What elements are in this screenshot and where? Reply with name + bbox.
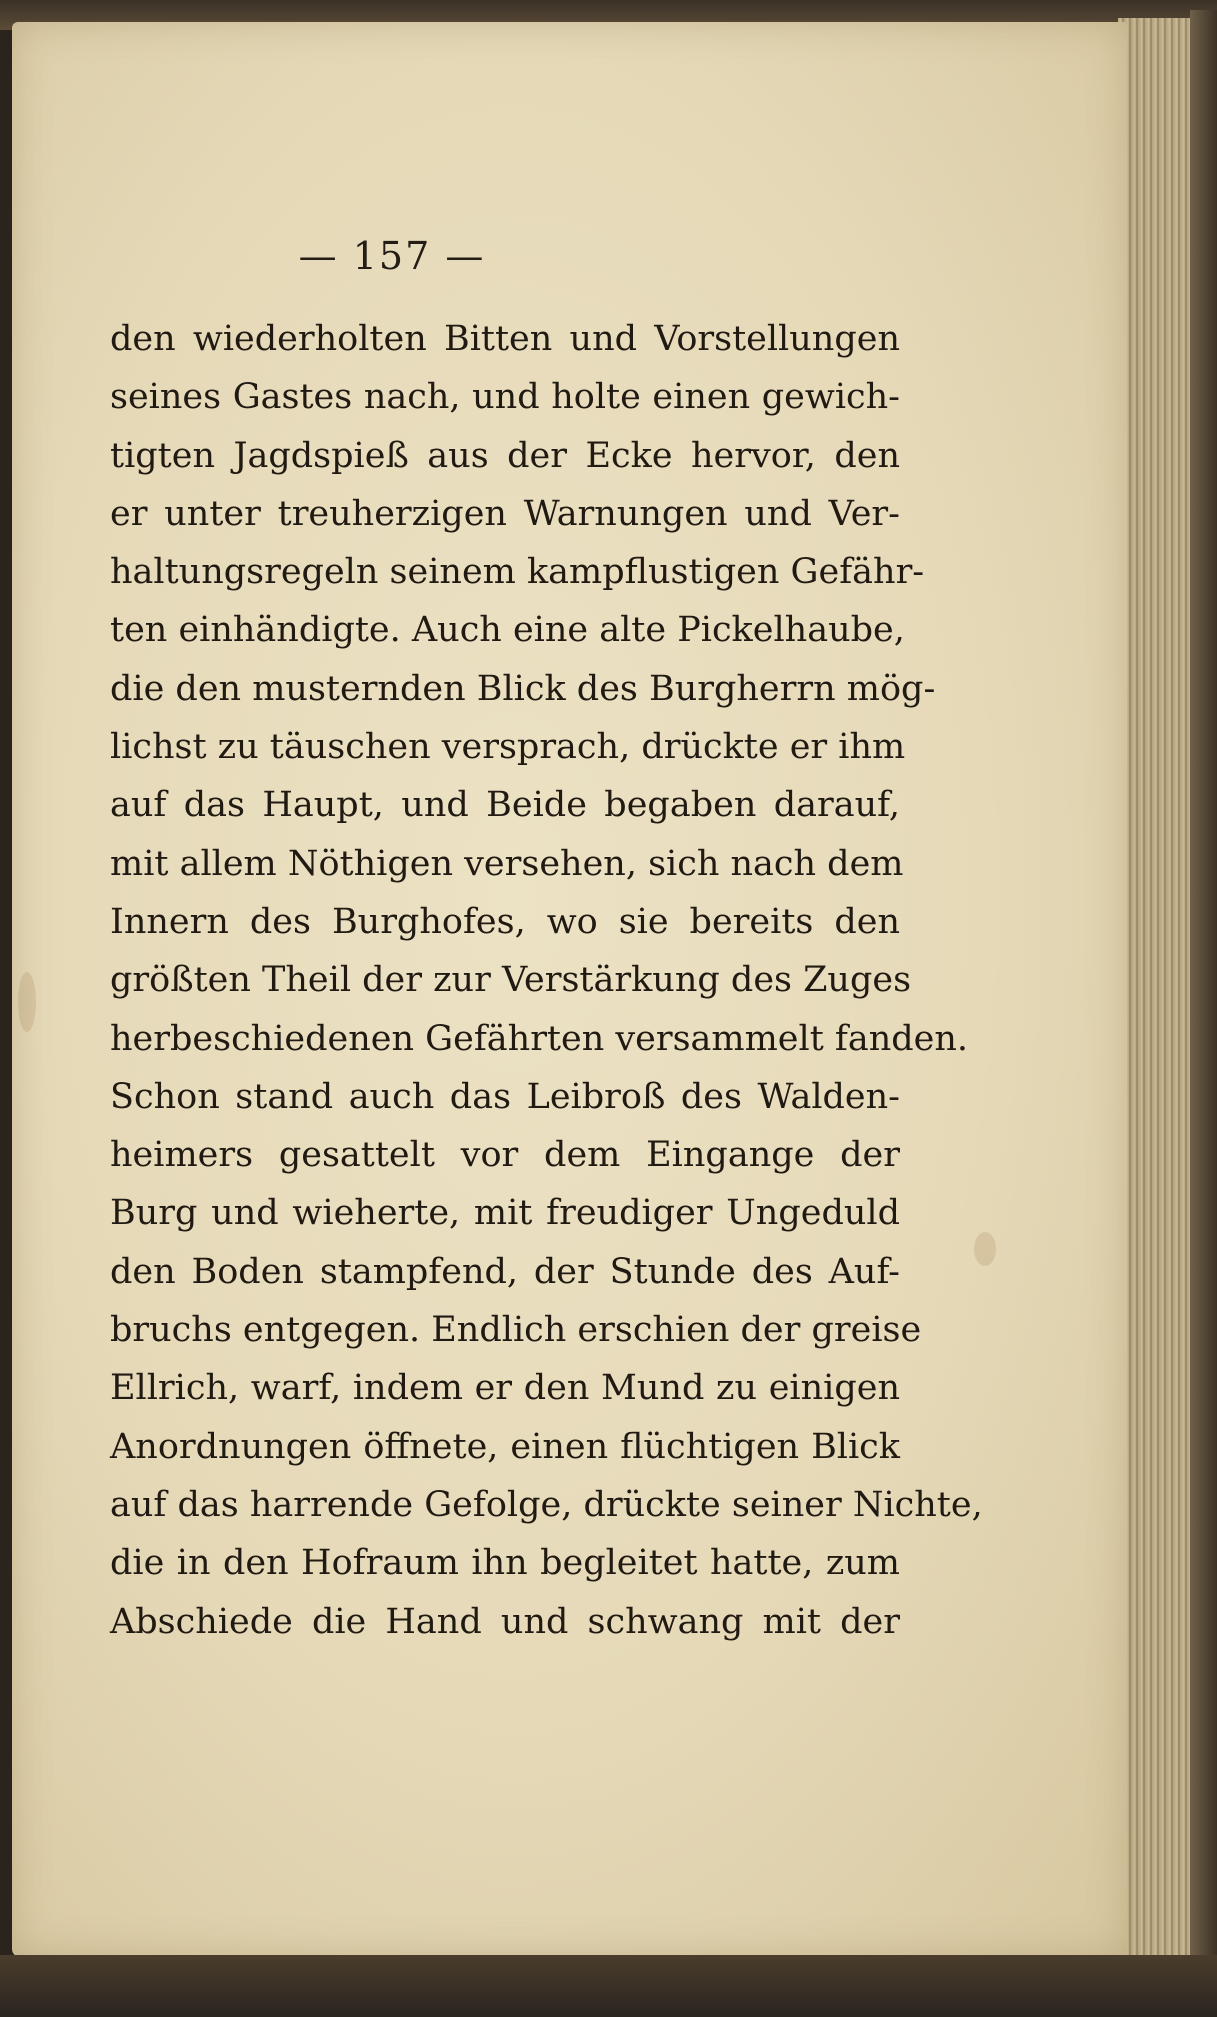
- text-line: tigten Jagdspieß aus der Ecke hervor, den: [110, 435, 900, 476]
- text-line: Abschiede die Hand und schwang mit der: [110, 1601, 900, 1642]
- paper-stain: [18, 972, 36, 1032]
- text-line: haltungsregeln seinem kampflustigen Gefähr-: [110, 552, 925, 593]
- paper-stain: [974, 1232, 996, 1266]
- text-line: lichst zu täuschen versprach, drückte er ihm: [110, 727, 906, 768]
- text-line: größten Theil der zur Verstärkung des Zuges: [110, 960, 912, 1001]
- book-spine-edge: [1190, 10, 1217, 1965]
- text-line: ten einhändigte. Auch eine alte Pickelhaube,: [110, 610, 905, 651]
- text-line: bruchs entgegen. Endlich erschien der greise: [110, 1310, 922, 1351]
- text-line: den wiederholten Bitten und Vorstellungen: [110, 319, 900, 359]
- text-line: mit allem Nöthigen versehen, sich nach dem: [110, 843, 904, 884]
- text-line: die den musternden Blick des Burgherrn mög-: [110, 668, 936, 709]
- body-text: [110, 310, 983, 1651]
- page-number: — 157 —: [298, 234, 486, 278]
- book-cover-bottom-edge: [0, 1955, 1217, 2017]
- text-line: Ellrich, warf, indem er den Mund zu einigen: [110, 1368, 900, 1409]
- text-line: heimers gesattelt vor dem Eingange der: [110, 1135, 900, 1176]
- paper-page: [12, 22, 1127, 1957]
- text-line: auf das Haupt, und Beide begaben darauf,: [110, 785, 900, 826]
- text-line: auf das harrende Gefolge, drückte seiner Nichte,: [110, 1484, 983, 1525]
- text-line: Burg und wieherte, mit freudiger Ungeduld: [110, 1193, 900, 1234]
- text-line: seines Gastes nach, und holte einen gewich-: [110, 377, 900, 418]
- text-line: er unter treuherzigen Warnungen und Ver-: [110, 493, 900, 534]
- text-line: den Boden stampfend, der Stunde des Auf-: [110, 1251, 900, 1292]
- text-line: Schon stand auch das Leibroß des Walden-: [110, 1076, 900, 1117]
- text-line: die in den Hofraum ihn begleitet hatte, zum: [110, 1543, 900, 1584]
- text-line: herbeschiedenen Gefährten versammelt fanden.: [110, 1018, 969, 1059]
- text-line: Anordnungen öffnete, einen flüchtigen Blick: [110, 1426, 900, 1467]
- text-line: Innern des Burghofes, wo sie bereits den: [110, 901, 900, 942]
